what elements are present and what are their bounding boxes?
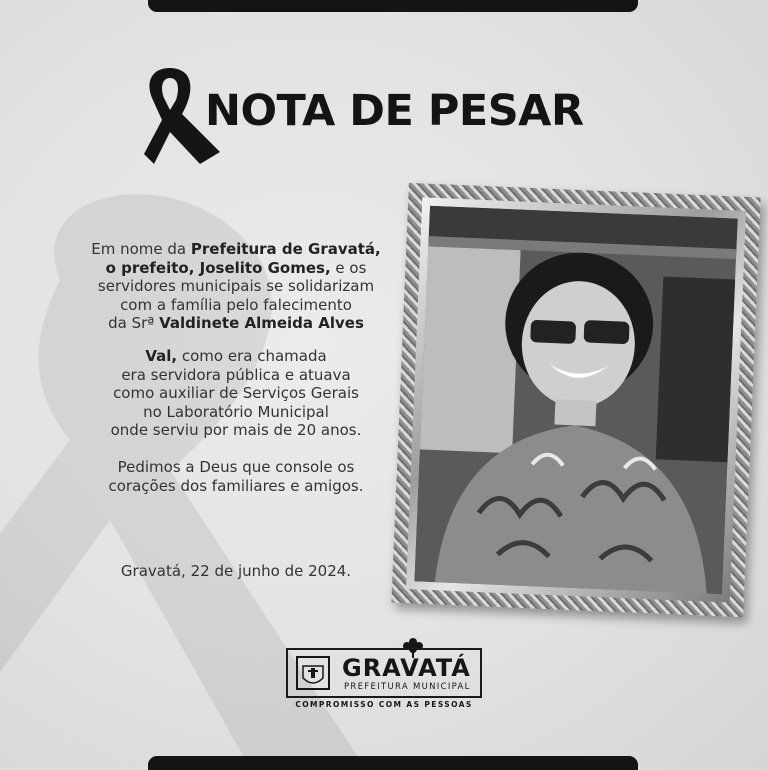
condolence-paragraph-1: Em nome da Prefeitura de Gravatá, o prefeito, Joselito Gomes, e os servidores municipais se solidarizam com a família pelo falecimento da Srª Valdinete Almeida Alves: [91, 240, 381, 332]
logo-name: GRAVATÁ: [342, 654, 471, 682]
logo-tagline: COMPROMISSO COM AS PESSOAS: [295, 700, 473, 709]
page-title: NOTA DE PESAR: [205, 86, 584, 136]
condolence-paragraph-2: Val, como era chamada era servidora pública e atuava como auxiliar de Serviços Gerais no Laboratório Municipal onde serviu por mais de 20 anos.: [110, 347, 362, 439]
portrait-photo: [414, 206, 737, 595]
logo-box: [286, 648, 482, 698]
municipal-seal-icon: [296, 656, 330, 690]
logo-subtitle: PREFEITURA MUNICIPAL: [344, 682, 471, 692]
prefeitura-logo: [286, 636, 484, 712]
condolence-paragraph-3: Pedimos a Deus que console os corações dos familiares e amigos.: [108, 458, 364, 495]
date-line: Gravatá, 22 de junho de 2024.: [120, 562, 352, 580]
portrait-frame: [391, 183, 760, 617]
